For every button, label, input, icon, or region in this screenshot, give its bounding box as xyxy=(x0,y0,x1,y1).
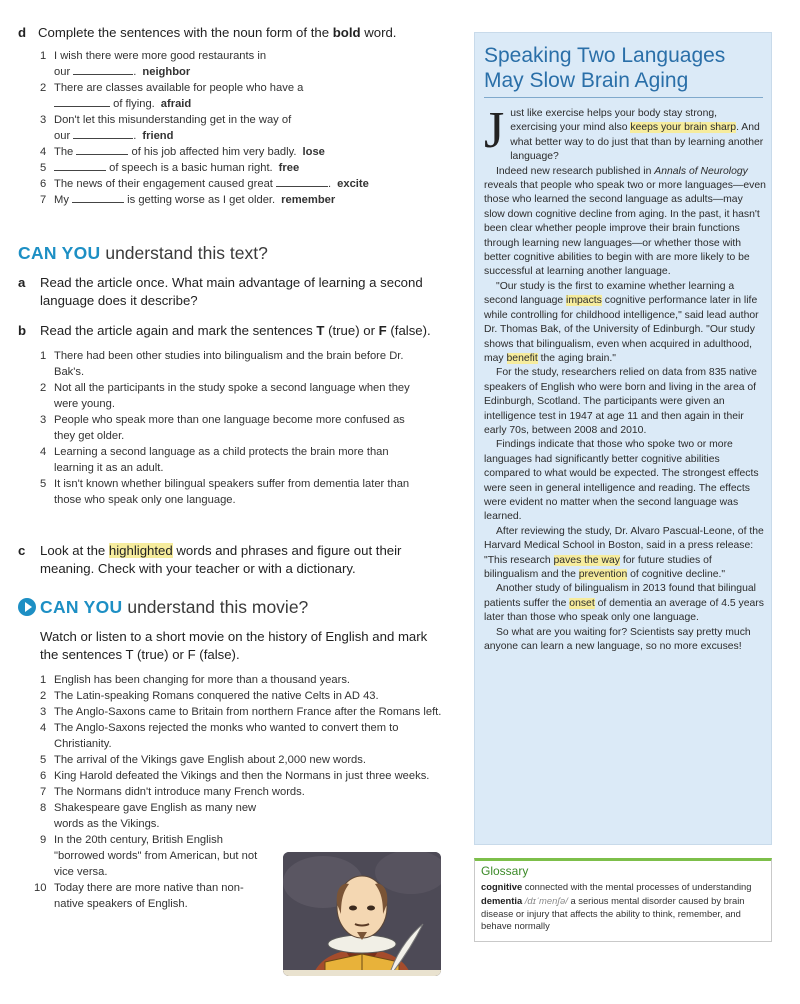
movie-instruction: Watch or listen to a short movie on the history of English and mark the sentences T (true) or F (false). xyxy=(40,629,428,662)
list-item: 2 Not all the participants in the study spoke a second language when they were young. xyxy=(40,382,410,410)
exercise-b xyxy=(18,322,458,508)
list-item: 6 The news of their engagement caused great . excite xyxy=(40,178,369,190)
glossary-entry: dementia /dɪˈmenʃə/ a serious mental disorder caused by brain disease or injury that affects the ability to think, remember, and behave normally xyxy=(481,895,745,932)
list-item: 9 In the 20th century, British English "borrowed words" from American, but not vice versa. xyxy=(40,834,258,878)
can-you-text-heading: CAN YOU understand this text? xyxy=(18,243,268,263)
shakespeare-icon xyxy=(283,852,441,976)
list-item: 3 People who speak more than one language become more confused as they get older. xyxy=(40,414,405,442)
exercise-b-instruction: b Read the article again and mark the sentences T (true) or F (false). xyxy=(18,323,431,338)
list-item: 2 There are classes available for people who have a of flying. afraid xyxy=(40,82,304,110)
glossary-box xyxy=(474,858,772,942)
list-item: 3 The Anglo-Saxons came to Britain from northern France after the Romans left. xyxy=(40,706,442,718)
list-item: 10 Today there are more native than non-native speakers of English. xyxy=(34,882,244,910)
article-paragraph: For the study, researchers relied on data from 835 native speakers of English who were born and living in the area of Edinburgh, Scotland. The participants were given an intelligence test in 1947 at age 11 and then again in their early 70s, between 2008 and 2010. xyxy=(484,367,757,436)
list-item: 3 Don't let this misunderstanding get in the way of our . friend xyxy=(40,114,292,142)
exercise-d-letter: d xyxy=(18,25,27,40)
article-paragraph: Another study of bilingualism in 2013 found that bilingual patients suffer the onset of dementia an average of 4.5 years later than those who speak only one language. xyxy=(484,583,764,624)
list-item: 6 King Harold defeated the Vikings and then the Normans in just three weeks. xyxy=(40,770,430,782)
can-you-movie-heading: CAN YOU understand this movie? xyxy=(18,596,458,618)
article-panel xyxy=(474,32,772,845)
list-item: 2 The Latin-speaking Romans conquered the native Celts in AD 43. xyxy=(40,690,379,702)
answer-blank[interactable] xyxy=(54,160,106,171)
glossary-title: Glossary xyxy=(481,864,529,878)
list-item: 7 My is getting worse as I get older. remember xyxy=(40,194,336,206)
article-paragraph: After reviewing the study, Dr. Alvaro Pascual-Leone, of the Harvard Medical School in Boston, said in a press release: "This research paves the way for future studies of bilingualism and the prevention of cognitive decline." xyxy=(484,525,764,580)
list-item: 8 Shakespeare gave English as many new words as the Vikings. xyxy=(40,802,257,830)
title-divider xyxy=(484,97,763,98)
answer-blank[interactable] xyxy=(73,128,133,139)
exercise-b-list xyxy=(18,348,428,508)
list-item: 5 It isn't known whether bilingual speakers suffer from dementia later than those who speak only one language. xyxy=(40,478,410,506)
article-paragraph: Indeed new research published in Annals of Neurology reveals that people who speak two or more languages—even those who learned the second language as adults—may slow down cognitive decline from aging. In the past, it hasn't been clear whether people improve their brain functions through learning new languages—or whether those with better cognitive abilities to begin with are more likely to be successful at learning another language. xyxy=(484,165,766,278)
exercise-d-list xyxy=(18,48,458,208)
play-video-icon[interactable] xyxy=(18,598,36,616)
list-item: 4 Learning a second language as a child protects the brain more than learning it as an adult. xyxy=(40,446,389,474)
list-item: 5 The arrival of the Vikings gave English about 2,000 new words. xyxy=(40,754,366,766)
article-paragraph: "Our study is the first to examine whether learning a second language impacts cognitive performance later in life while controlling for childhood intelligence," said lead author Dr. Thomas Bak, of the University of Edinburgh. "Our study shows that bilingualism, even when acquired in adulthood, may benefit the aging brain." xyxy=(484,280,759,364)
list-item: 1 There had been other studies into bilingualism and the brain before Dr. Bak's. xyxy=(40,350,404,378)
answer-blank[interactable] xyxy=(76,144,128,155)
list-item: 4 The of his job affected him very badly. lose xyxy=(40,146,325,158)
list-item: 1 I wish there were more good restaurants in our . neighbor xyxy=(40,50,267,78)
article-paragraph: Just like exercise helps your body stay strong, exercising your mind also keeps your brain sharp. And what better way to do just that than by learning another language? xyxy=(484,102,764,163)
exercise-c: c Look at the highlighted words and phrases and figure out their meaning. Check with your teacher or with a dictionary. xyxy=(18,543,402,576)
exercise-d-instruction: d Complete the sentences with the noun form of the bold word. xyxy=(18,25,397,40)
article-paragraph: So what are you waiting for? Scientists say pretty much anyone can learn a new language, so no more excuses! xyxy=(484,626,751,653)
exercise-a: a Read the article once. What main advantage of learning a second language does it describe? xyxy=(18,275,423,308)
article-body xyxy=(484,102,766,654)
answer-blank[interactable] xyxy=(72,192,124,203)
list-item: 5 of speech is a basic human right. free xyxy=(40,162,300,174)
article-title: Speaking Two Languages May Slow Brain Aging xyxy=(484,44,726,92)
exercise-d xyxy=(18,24,458,208)
answer-blank[interactable] xyxy=(54,96,110,107)
list-item: 7 The Normans didn't introduce many French words. xyxy=(40,786,305,798)
glossary-entry: cognitive connected with the mental processes of understanding xyxy=(481,881,752,892)
glossary-body xyxy=(481,881,765,933)
drop-cap: J xyxy=(484,102,505,159)
shakespeare-illustration xyxy=(283,852,441,976)
article-paragraph: Findings indicate that those who spoke two or more languages had significantly better cognitive abilities compared to what would be expected. The strongest effects were seen in general intelligence and reading. The effects were evident no matter when the second language was learned. xyxy=(484,439,759,523)
list-item: 4 The Anglo-Saxons rejected the monks who wanted to convert them to Christianity. xyxy=(40,722,399,750)
answer-blank[interactable] xyxy=(73,64,133,75)
answer-blank[interactable] xyxy=(276,176,328,187)
list-item: 1 English has been changing for more than a thousand years. xyxy=(40,674,351,686)
